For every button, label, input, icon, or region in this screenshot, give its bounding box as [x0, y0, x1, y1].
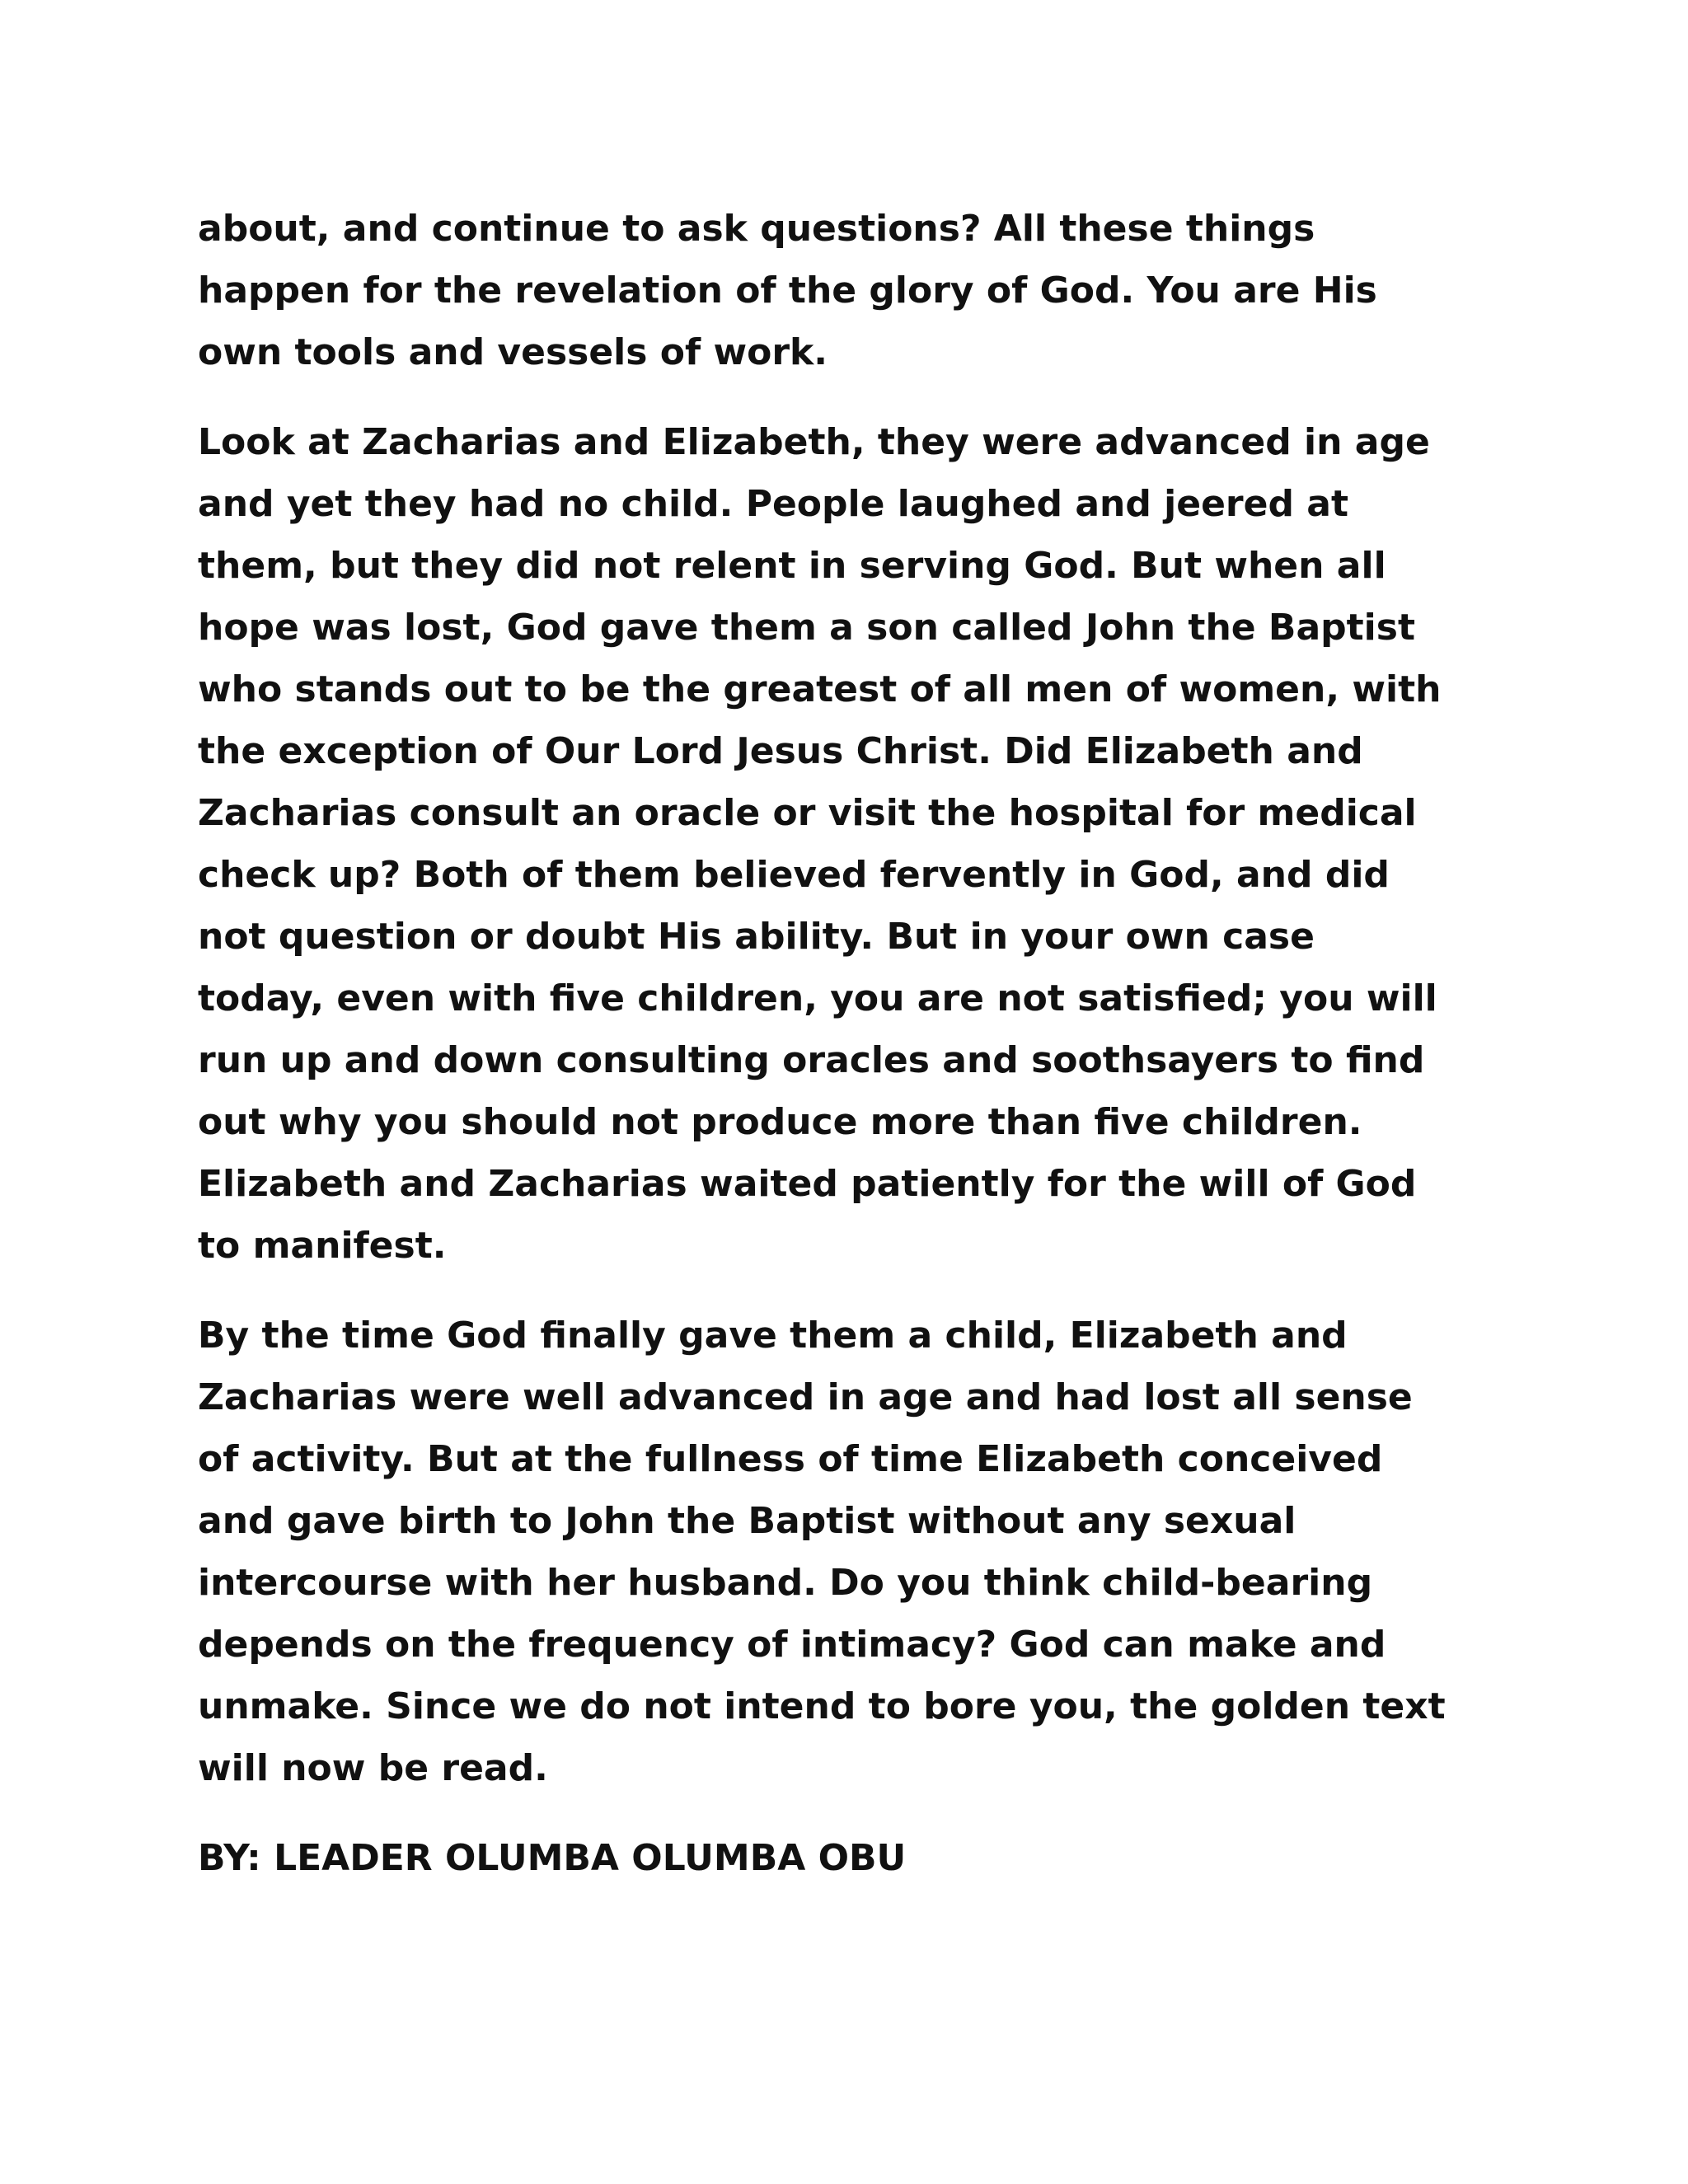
- text-line: the exception of Our Lord Jesus Christ. Did Elizabeth and: [198, 730, 1363, 772]
- text-line: to manifest.: [198, 1225, 447, 1267]
- paragraph-2: [198, 411, 1493, 1277]
- paragraph-1: [198, 198, 1493, 383]
- text-line: Elizabeth and Zacharias waited patiently for the will of God: [198, 1163, 1417, 1205]
- text-line: own tools and vessels of work.: [198, 331, 828, 373]
- text-line: will now be read.: [198, 1747, 548, 1789]
- text-line: Zacharias consult an oracle or visit the hospital for medical: [198, 792, 1417, 834]
- text-line: Zacharias were well advanced in age and had lost all sense: [198, 1376, 1413, 1418]
- text-line: depends on the frequency of intimacy? God can make and: [198, 1624, 1386, 1666]
- text-line: hope was lost, God gave them a son called John the Baptist: [198, 607, 1415, 649]
- text-line: out why you should not produce more than five children.: [198, 1101, 1362, 1143]
- text-line: unmake. Since we do not intend to bore you, the golden text: [198, 1685, 1446, 1727]
- text-line: them, but they did not relent in serving God. But when all: [198, 545, 1386, 587]
- text-line: By the time God finally gave them a child, Elizabeth and: [198, 1315, 1348, 1357]
- paragraph-3: [198, 1305, 1493, 1799]
- text-line: today, even with five children, you are not satisfied; you will: [198, 977, 1437, 1019]
- author-byline: BY: LEADER OLUMBA OLUMBA OBU: [198, 1837, 907, 1879]
- text-line: of activity. But at the fullness of time Elizabeth conceived: [198, 1438, 1383, 1480]
- text-line: check up? Both of them believed fervently in God, and did: [198, 854, 1390, 896]
- text-line: intercourse with her husband. Do you think child-bearing: [198, 1562, 1373, 1604]
- text-line: and yet they had no child. People laughed and jeered at: [198, 483, 1349, 525]
- text-line: run up and down consulting oracles and soothsayers to find: [198, 1039, 1425, 1081]
- document-body: [198, 198, 1493, 1917]
- text-line: Look at Zacharias and Elizabeth, they were advanced in age: [198, 421, 1430, 463]
- text-line: about, and continue to ask questions? All these things: [198, 208, 1315, 250]
- text-line: not question or doubt His ability. But in your own case: [198, 916, 1315, 958]
- text-line: who stands out to be the greatest of all men of women, with: [198, 668, 1442, 710]
- text-line: happen for the revelation of the glory of God. You are His: [198, 269, 1377, 312]
- text-line: and gave birth to John the Baptist without any sexual: [198, 1500, 1296, 1542]
